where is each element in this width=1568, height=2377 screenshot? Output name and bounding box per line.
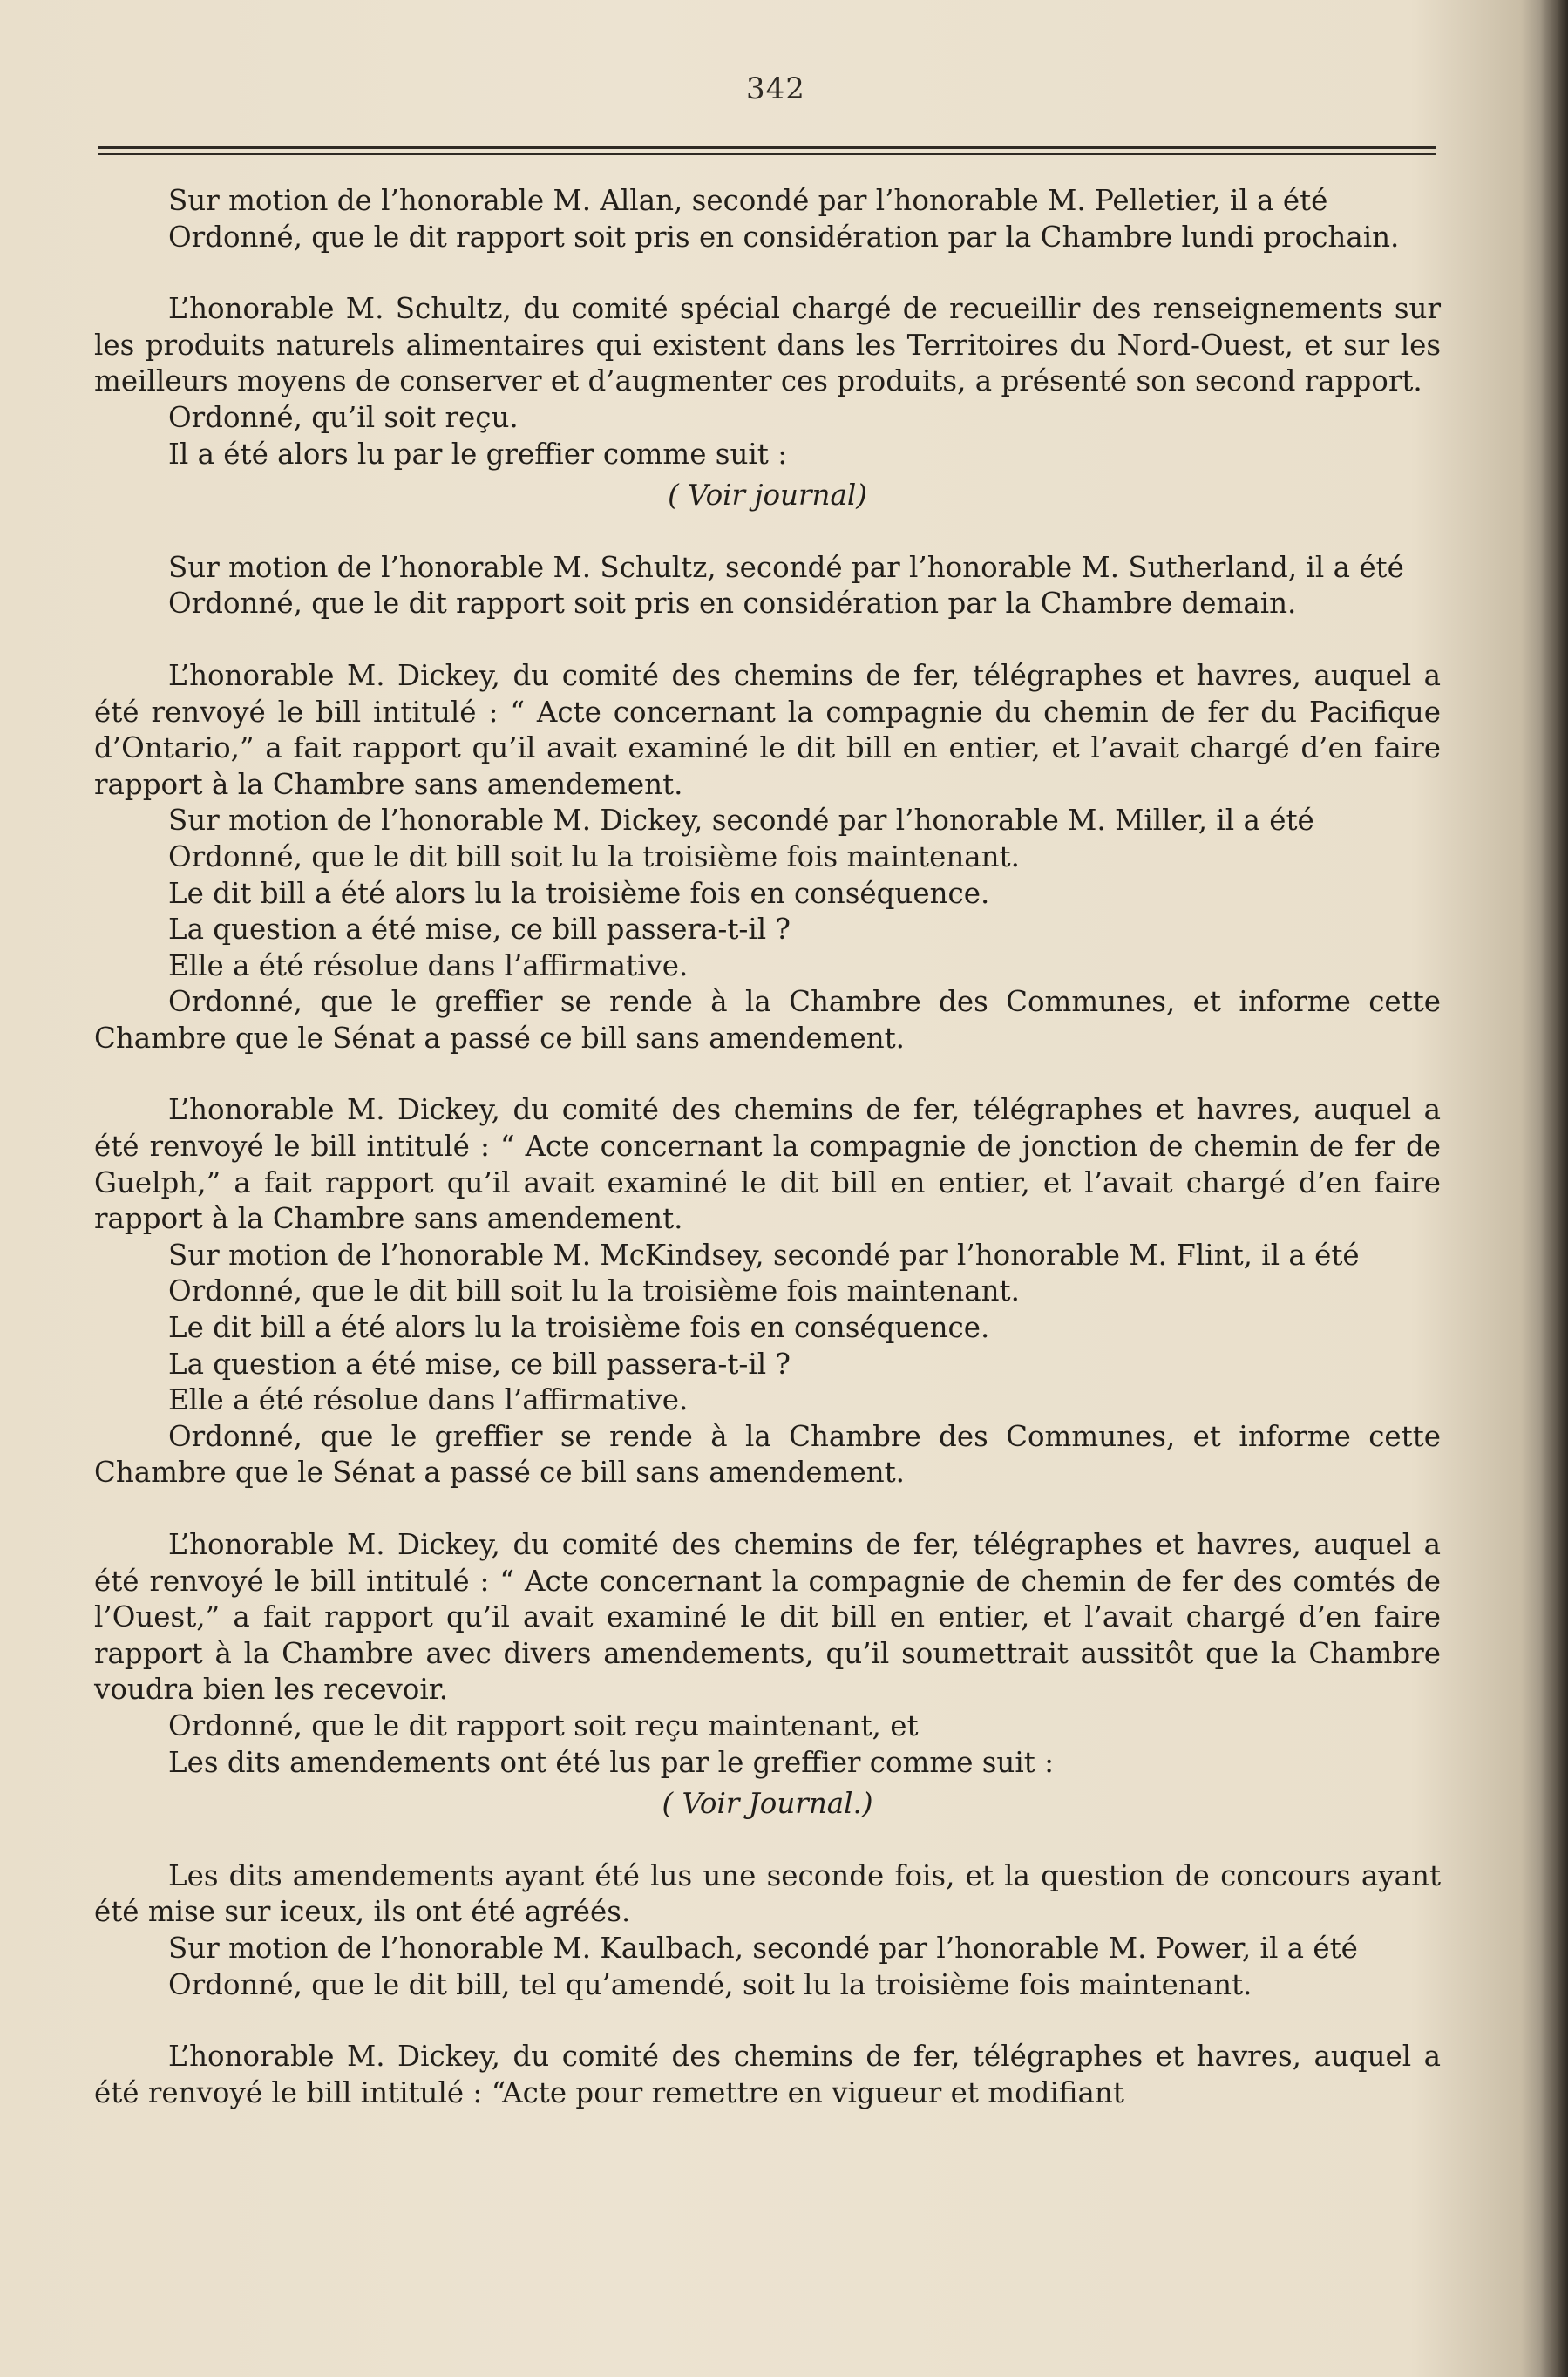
paragraph: Ordonné, que le dit rapport soit pris en considération par la Chambre lundi prochain.: [168, 220, 1400, 254]
paragraph: L’honorable M. Dickey, du comité des chemins de fer, télégraphes et havres, auquel a été renvoyé le bill intitulé : “ Acte concernant la compagnie de jonction de chemin de fer de Guelph,” a fait rapport qu’il avait examiné le dit bill en entier, et l’avait chargé d’en faire rapport à la Chambre sans amendement.: [94, 1093, 1441, 1236]
paragraph: L’honorable M. Dickey, du comité des chemins de fer, télégraphes et havres, auquel a été renvoyé le bill intitulé : “ Acte concernant la compagnie de chemin de fer des comtés de l’Ouest,” a fait rapport qu’il avait examiné le dit bill en entier, et l’avait chargé d’en faire rapport à la Chambre avec divers amendements, qu’il soumettrait aussitôt que la Chambre voudra bien les recevoir.: [94, 1528, 1441, 1707]
paragraph: Ordonné, qu’il soit reçu.: [168, 400, 519, 434]
header-rule-thick: [98, 146, 1436, 149]
binding-shadow: [1540, 0, 1568, 2377]
paragraph: Ordonné, que le dit rapport soit pris en considération par la Chambre demain.: [168, 587, 1297, 621]
paragraph: Le dit bill a été alors lu la troisième fois en conséquence.: [168, 876, 990, 910]
paragraph: Sur motion de l’honorable M. McKindsey, secondé par l’honorable M. Flint, il a été: [168, 1238, 1360, 1272]
header-rule-thin: [98, 153, 1436, 155]
page-number: 342: [746, 71, 805, 106]
paragraph: Ordonné, que le dit bill soit lu la troisième fois maintenant.: [168, 839, 1020, 873]
paragraph: L’honorable M. Dickey, du comité des chemins de fer, télégraphes et havres, auquel a été renvoyé le bill intitulé : “ Acte concernant la compagnie du chemin de fer du Pacifique d’Ontario,” a fait rapport qu’il avait examiné le dit bill en entier, et l’avait chargé d’en faire rapport à la Chambre sans amendement.: [94, 658, 1441, 801]
paragraph: Ordonné, que le dit bill soit lu la troisième fois maintenant.: [168, 1274, 1020, 1308]
paragraph: Sur motion de l’honorable M. Allan, secondé par l’honorable M. Pelletier, il a été: [168, 184, 1328, 217]
journal-reference: ( Voir Journal.): [662, 1787, 873, 1821]
paragraph: Sur motion de l’honorable M. Schultz, secondé par l’honorable M. Sutherland, il a été: [168, 550, 1404, 584]
paragraph: Ordonné, que le dit rapport soit reçu maintenant, et: [168, 1708, 919, 1742]
paragraph: La question a été mise, ce bill passera-t-il ?: [168, 1347, 791, 1381]
paragraph: Ordonné, que le greffier se rende à la Chambre des Communes, et informe cette Chambre que le Sénat a passé ce bill sans amendement.: [94, 985, 1441, 1055]
paragraph: Ordonné, que le greffier se rende à la Chambre des Communes, et informe cette Chambre que le Sénat a passé ce bill sans amendement.: [94, 1419, 1441, 1490]
paragraph: L’honorable M. Dickey, du comité des chemins de fer, télégraphes et havres, auquel a été renvoyé le bill intitulé : “Acte pour remettre en vigueur et modifiant: [94, 2040, 1441, 2109]
paragraph: Les dits amendements ayant été lus une seconde fois, et la question de concours ayant été mise sur iceux, ils ont été agréés.: [94, 1858, 1441, 1929]
journal-reference: ( Voir journal): [668, 479, 867, 513]
paragraph: Sur motion de l’honorable M. Kaulbach, secondé par l’honorable M. Power, il a été: [168, 1931, 1358, 1965]
paragraph: Elle a été résolue dans l’affirmative.: [168, 948, 689, 982]
paragraph: La question a été mise, ce bill passera-t-il ?: [168, 913, 791, 947]
paragraph: Elle a été résolue dans l’affirmative.: [168, 1383, 689, 1417]
paragraph: Les dits amendements ont été lus par le greffier comme suit :: [168, 1745, 1055, 1779]
document-body: [94, 183, 1441, 2111]
paragraph: Sur motion de l’honorable M. Dickey, secondé par l’honorable M. Miller, il a été: [168, 804, 1314, 838]
paragraph: Ordonné, que le dit bill, tel qu’amendé, soit lu la troisième fois maintenant.: [168, 1967, 1252, 2001]
paragraph: Il a été alors lu par le greffier comme suit :: [168, 437, 788, 471]
paragraph: L’honorable M. Schultz, du comité spécial chargé de recueillir des renseignements sur les produits naturels alimentaires qui existent dans les Territoires du Nord-Ouest, et sur les meilleurs moyens de conserver et d’augmenter ces produits, a présenté son second rapport.: [94, 292, 1441, 398]
paragraph: Le dit bill a été alors lu la troisième fois en conséquence.: [168, 1311, 990, 1345]
